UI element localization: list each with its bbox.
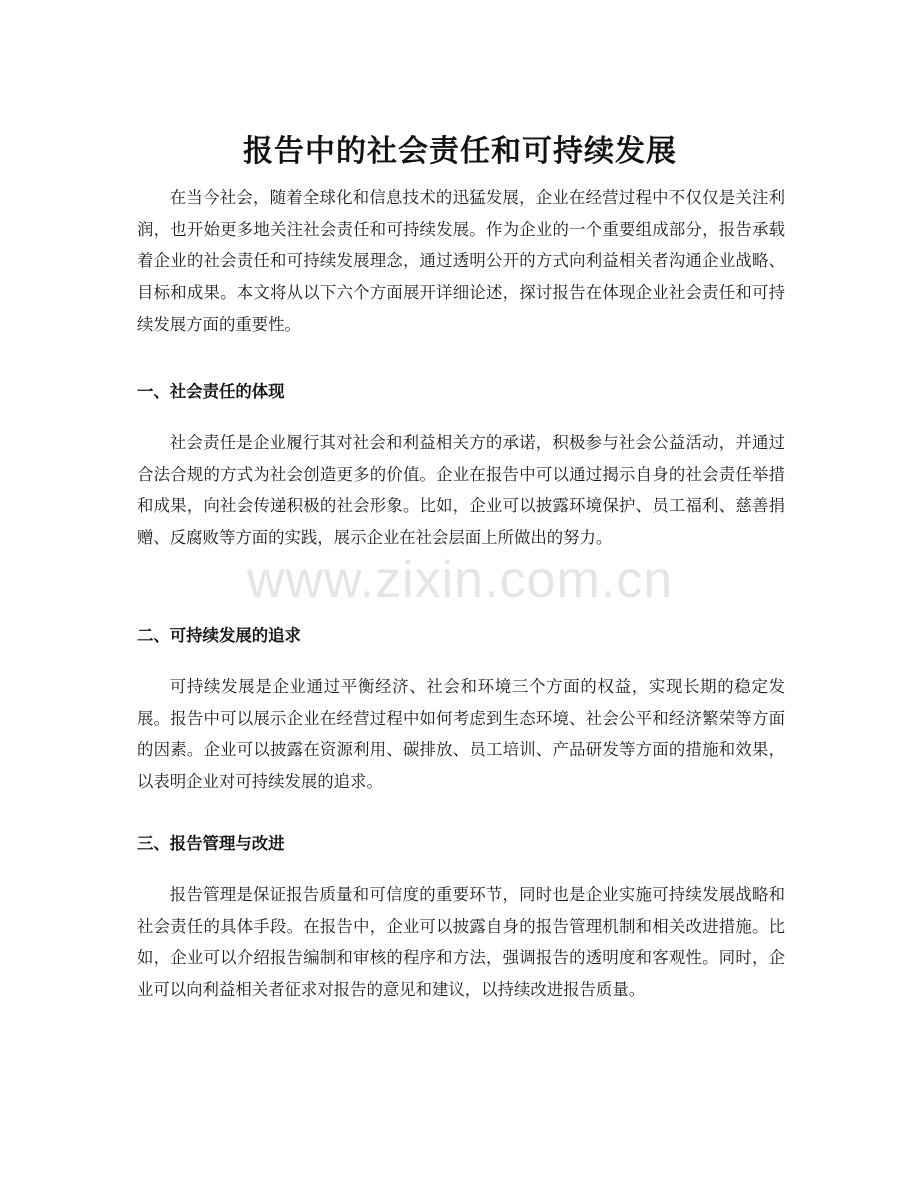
watermark: www.zixin.com.cn — [246, 551, 674, 609]
section-body-2: 可持续发展是企业通过平衡经济、社会和环境三个方面的权益，实现长期的稳定发展。报告中可以展示企业在经营过程中如何考虑到生态环境、社会公平和经济繁荣等方面的因素。企业可以披露在资源利用、碳排放、员工培训、产品研发等方面的措施和效果，以表明企业对可持续发展的追求。 — [137, 677, 785, 792]
section-body-3: 报告管理是保证报告质量和可信度的重要环节，同时也是企业实施可持续发展战略和社会责任的具体手段。在报告中，企业可以披露自身的报告管理机制和相关改进措施。比如，企业可以介绍报告编制和审核的程序和方法，强调报告的透明度和客观性。同时，企业可以向利益相关者征求对报告的意见和建议，以持续改进报告质量。 — [137, 885, 785, 1000]
section-heading-3: 三、报告管理与改进 — [137, 834, 285, 853]
page-title: 报告中的社会责任和可持续发展 — [243, 134, 677, 170]
section-heading-1: 一、社会责任的体现 — [137, 382, 285, 401]
section-body-1: 社会责任是企业履行其对社会和利益相关方的承诺，积极参与社会公益活动，并通过合法合规的方式为社会创造更多的价值。企业在报告中可以通过揭示自身的社会责任举措和成果，向社会传递积极的社会形象。比如，企业可以披露环境保护、员工福利、慈善捐赠、反腐败等方面的实践，展示企业在社会层面上所做出的努力。 — [137, 433, 785, 548]
intro-paragraph: 在当今社会，随着全球化和信息技术的迅猛发展，企业在经营过程中不仅仅是关注利润，也开始更多地关注社会责任和可持续发展。作为企业的一个重要组成部分，报告承载着企业的社会责任和可持续发展理念，通过透明公开的方式向利益相关者沟通企业战略、目标和成果。本文将从以下六个方面展开详细论述，探讨报告在体现企业社会责任和可持续发展方面的重要性。 — [137, 188, 785, 334]
section-heading-2: 二、可持续发展的追求 — [137, 626, 301, 645]
